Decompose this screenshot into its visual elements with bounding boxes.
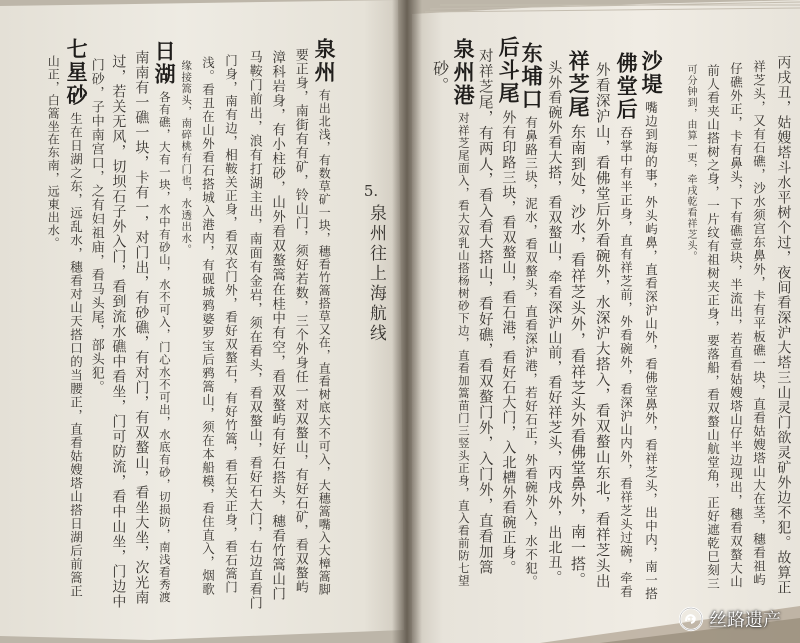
text-column <box>241 50 267 610</box>
text-column <box>448 38 478 598</box>
text-column <box>611 52 641 607</box>
column-text: 生在日湖之东，远乱水，穗看对山天搭口的当腰正，直看姑嫂塔山搭日湖后前篙正 <box>68 112 84 598</box>
column-text: 过，若关无风，切坝石子外入门，看到流水礁中看坐，门可防流，看中山坐，门边中 <box>110 54 127 609</box>
column-text: 有出北浅，有数草矿一块，穗看竹篙搭草又在，直看树底大不可入，大穗篙嘴入大樟篙脚 <box>317 89 332 596</box>
section-heading: 泉州 <box>312 38 338 84</box>
text-column <box>427 60 453 110</box>
section-heading: 佛堂后 <box>614 52 640 121</box>
text-column <box>770 55 796 600</box>
text-column <box>493 36 523 581</box>
column-text: 缘接篙头，南碎桃有门也，水透出水。 <box>180 60 193 256</box>
column-text: 仔礁外正，卡有鼻头，下有礁壹块，半流出，若直看姑嫂塔山仔半边现出，穗看双螯大山 <box>728 62 744 589</box>
section-heading: 日湖 <box>152 40 178 86</box>
section-number: 5. <box>363 182 379 200</box>
column-text: 嘴边到海的事，外头屿鼻，直看深沪山外，看佛堂鼻外，看祥芝头，出中内，南一搭 <box>643 101 659 601</box>
column-text: 祥芝头，又有石礁，沙水须宫东鼻外，卡有平板礁一块，直看姑嫂塔山大在茎，穗看祖屿 <box>751 60 767 587</box>
text-column <box>677 64 703 264</box>
column-text: 前人看夹山搭树之身，一片纹有祖树夹正身，要落船，看双螯山航堂角，正好遮乾巳刻三 <box>705 64 721 591</box>
text-column <box>287 48 313 608</box>
column-text: 南南有一礁一块，卡有一，对门出，有砂礁，有对门，有双螯山，看坐大坐，次光南 <box>133 50 150 605</box>
book-spine <box>392 0 422 643</box>
text-column <box>264 50 290 608</box>
text-column <box>723 62 749 597</box>
column-text: 门砂，子中南宫口，之有妇祖庙，看马头尾，部头犯。 <box>88 58 104 394</box>
wechat-official-account-icon <box>678 606 704 632</box>
column-text: 对祥芝尾，有两人，看入看大搭山，看好礁，看双螯门外，入门外，直看加篙 <box>476 48 493 575</box>
section-heading: 祥芝尾 <box>566 50 592 119</box>
text-column <box>700 64 726 599</box>
column-text: 吞掌中有半正身，直有祥芝前，外看碗外，看深沪山内外，看祥芝头过碗，牵看 <box>618 126 634 599</box>
text-column <box>128 50 154 608</box>
text-column <box>40 55 66 255</box>
column-text: 可分钟到，由算一更，牵戌乾看祥芝头。 <box>685 64 696 262</box>
column-text: 砂。 <box>430 60 450 94</box>
column-text: 丙戌丑，姑嫂塔斗水平树个过，夜间看深沪大塔三山灵门欲灵矿外边不犯。故算正 <box>775 55 792 595</box>
column-text: 要正身，南街有有矿，铃山门，须好若数，三个外身任一对双螯山，有好石矿，看双螯屿 <box>292 48 308 594</box>
watermark-text: 丝路遗产 <box>709 610 781 631</box>
column-text: 马鞍门前出，浪有打湖主出，南面有金岩，须在看头，看双螯山，看好石大门，右边直看门 <box>246 50 262 610</box>
column-text: 浅。看丑在山外看石搭城入港内，有砚城鸦婆罗宝后鸦篙山，须在本船模，看住直入，烟歌 <box>200 56 216 596</box>
column-text: 头外看碗外看大搭，看双螯山，牵看深沪山前，看好祥芝头，丙戌外，出北丑。 <box>546 60 563 585</box>
text-column <box>563 50 593 595</box>
column-text: 山正，白篙坐在东南，远東出水。 <box>46 55 61 250</box>
column-text: 东南到处，沙水，看祥芝头外，看祥芝头外看佛堂鼻外，南一搭。 <box>569 124 587 588</box>
text-column <box>746 60 772 600</box>
column-text: 门身，南有边，相鞍关正身，看双衣门外，看好双螯石，有好竹篙，看石关正身，看石篙门 <box>223 54 239 594</box>
column-text: 有鼻路三块，泥水，看双螯头，直看深沪港，若好石正，外看碗外入，水不犯。 <box>523 116 539 589</box>
section-heading: 后斗尾 <box>496 36 522 105</box>
section-heading: 沙堤 <box>639 50 665 96</box>
section-heading: 七星砂 <box>64 38 90 107</box>
section-heading: 泉州港 <box>451 38 477 107</box>
column-text: 各有礁，大有一块，水中有砂山，水不可入，门心水不可出，水底有砂，切损防，南浅看秀渡 <box>157 91 172 604</box>
column-text: 外有印路三块，看双螯山，看石港，看好石大门，入北槽外看碗正身。 <box>500 110 517 575</box>
column-text: 漳科岩身，有小柱砂，山外看双螯篙在桂中有空，看双螯屿有好石搭头，穗看竹篙山门 <box>269 50 286 601</box>
text-column <box>218 54 244 610</box>
section-heading: 东埔口 <box>519 42 545 111</box>
column-text: 对祥芝尾面入，看大双乳山搭杨树砂下边，直看加篙苗门三竖头正身，直入看前防七望 <box>456 112 471 587</box>
section-title: 泉州往上海航线 <box>366 204 386 344</box>
text-column <box>309 38 339 608</box>
column-text: 外看深沪山，看佛堂后外看碗外，水深沪大搭入，看双螯山东北，看祥芝头出 <box>593 62 610 589</box>
watermark <box>678 603 796 635</box>
